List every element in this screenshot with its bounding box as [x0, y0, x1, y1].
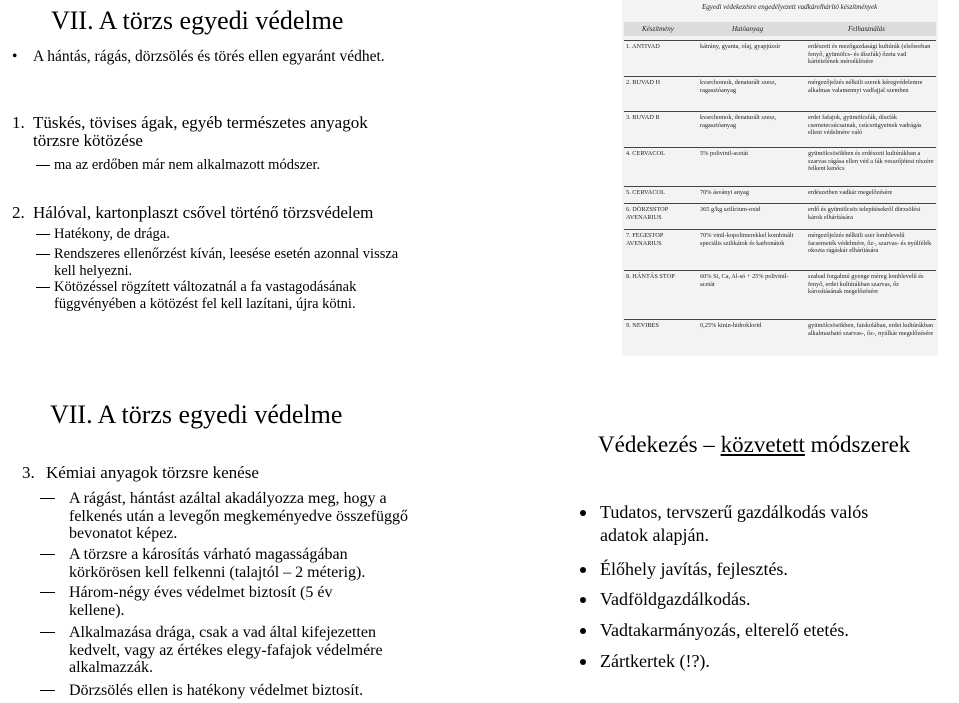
table-cell-agent: 70% vinil-kopolimerekkel kombinált speciális szilikátok és karbonátok — [700, 232, 794, 247]
table-cell-product: 9. NEVIBES — [626, 322, 659, 329]
table-cell-product: 1. ANTIVAD — [626, 43, 660, 50]
table-cell-agent: kvarchomok, denaturált szesz, ragasztóanyag — [700, 79, 777, 94]
list-item: Zártkertek (!?). — [580, 650, 920, 673]
table-cell-product: 3. BUVAD R — [626, 114, 660, 121]
method-title: Tüskés, tövises ágak, egyéb természetes anyagok törzsre kötözése — [33, 113, 368, 150]
table-cell-agent: 365 g/kg szilícium-oxid — [700, 206, 761, 213]
list-item: Vadföldgazdálkodás. — [580, 588, 920, 611]
intro-bullet — [12, 48, 412, 65]
method-2-note: Rendszeres ellenőrzést kíván, leesése esetén azonnal vissza kell helyezni. — [36, 246, 416, 279]
table-cell-product: 2. BUVAD H — [626, 79, 660, 86]
table-row — [624, 40, 936, 75]
table-cell-product: 5. CERVACOL — [626, 189, 665, 196]
method-3-note: Dörzsölés ellen is hatékony védelmet biztosít. — [40, 682, 440, 700]
slide-title: Védekezés – közvetett módszerek — [598, 432, 911, 457]
table-cell-use: mérgezőjelzés nélküli szer lomblevelű facsemeték védelmére, őz-, szarvas- és nyúlfélék okozta rágáskár elhárítására — [808, 232, 932, 255]
method-number: 3. — [22, 463, 35, 482]
method-3-note: A rágást, hántást azáltal akadályozza meg, hogy a felkenés után a levegőn megkeményedve összefüggő bevonatot képez. — [40, 490, 420, 543]
table-cell-use: erdészeti és mezőgazdasági kultúrák (elsősorban fenyő, gyümölcs- és díszfák) őzeta vad kártételének mérséklésére — [808, 43, 931, 66]
method-2-note: Hatékony, de drága. — [36, 226, 416, 243]
table-cell-product: 4. CERVACOL — [626, 150, 665, 157]
intro-bullet-text: A hántás, rágás, dörzsölés és törés ellen egyaránt védhet. — [33, 48, 385, 65]
table-cell-product: 6. DÖRZSSTOP AVENARIUS — [626, 206, 668, 221]
method-number: 2. — [12, 203, 25, 222]
method-number: 1. — [12, 113, 25, 132]
table-row — [624, 111, 936, 146]
bullet-dot-icon — [580, 597, 586, 603]
table-row — [624, 203, 936, 228]
bullet-dot-icon — [580, 659, 586, 665]
method-1-note: ma az erdőben már nem alkalmazott módszer. — [36, 157, 416, 174]
list-item: Tudatos, tervszerű gazdálkodás valós adatok alapján. — [580, 501, 920, 547]
dash-icon — [40, 554, 55, 555]
table-cell-agent: kvarchomok, denaturált szesz, ragasztóanyag — [700, 114, 777, 129]
table-cell-agent: 70% ásványi anyag — [700, 189, 749, 196]
table-row — [624, 76, 936, 109]
bullet-dot-icon — [580, 510, 586, 516]
table-row — [624, 229, 936, 268]
table-cell-agent: 60% Si, Ca, Al-só + 25% polivinil-acetát — [700, 273, 789, 288]
table-cell-use: erdő és gyümölcsös telepítésekről dörzsölési károk elhárítására — [808, 206, 921, 221]
table-cell-product: 7. FEGESTOP AVENARIUS — [626, 232, 664, 247]
slide-trunk-protection-2 — [0, 352, 480, 703]
table-header-product: Készítmény — [642, 22, 674, 36]
table-header-use: Felhasználás — [848, 22, 885, 36]
table-cell-agent: kátrány, gyanta, olaj, gyapjúzsír — [700, 43, 781, 50]
method-3-note: Három-négy éves védelmet biztosít (5 év kellene). — [40, 584, 420, 619]
method-3-note: A törzsre a károsítás várható magasságában körkörösen kell felkenni (talajtól – 2 méterig). — [40, 546, 420, 581]
dash-icon — [40, 498, 55, 499]
slide-title: VII. A törzs egyedi védelme — [50, 400, 343, 429]
dash-icon — [36, 254, 50, 255]
dash-icon — [40, 592, 55, 593]
table-cell-use: erdészetben vadkár megelőzésére — [808, 189, 893, 196]
dash-icon — [36, 287, 50, 288]
repellent-products-table — [622, 0, 938, 356]
table-cell-use: erdei fafajok, gyümölcsfák, díszfák csemetecsúcsainak, csúcsrügyeinek vadrágás elleni védelmére való — [808, 114, 922, 137]
table-row — [624, 186, 936, 203]
table-cell-use: gyümölcsösökben, faiskolában, erdei kultúrákban alkalmazható szarvas-, őz-, nyúlkár megelőzésére — [808, 322, 934, 337]
dash-icon — [40, 690, 55, 691]
method-title: Kémiai anyagok törzsre kenése — [46, 463, 259, 482]
table-header-agent: Hatóanyag — [732, 22, 763, 36]
method-3 — [22, 464, 422, 482]
table-cell-agent: 5% polivinil-acetát — [700, 150, 749, 157]
method-2 — [12, 204, 432, 222]
slide-indirect-methods — [480, 352, 959, 703]
table-caption: Egyedi védekezésre engedélyezett vadkárelhárító készítmények — [702, 3, 878, 11]
dash-icon — [36, 234, 50, 235]
title-emphasis: közvetett — [720, 432, 805, 457]
list-item: Élőhely javítás, fejlesztés. — [580, 558, 920, 581]
dash-icon — [40, 632, 55, 633]
bullet-dot-icon: • — [12, 48, 18, 65]
bullet-dot-icon — [580, 628, 586, 634]
table-row — [624, 147, 936, 184]
dash-icon — [36, 165, 50, 166]
table-row — [624, 319, 936, 354]
method-title: Hálóval, kartonplaszt csővel történő törzsvédelem — [33, 203, 374, 222]
method-3-note: Alkalmazása drága, csak a vad által kifejezetten kedvelt, vagy az értékes elegy-fafajok védelmére alkalmazzák. — [40, 624, 420, 677]
table-cell-use: gyümölcsösökben és erdészeti kultúrákban a szarvas rágása ellen véd a fák vesszőjétest részére felkent kenőcs — [808, 150, 934, 173]
table-cell-use: mérgezőjelzés nélküli szerek kéregvédelemre alkalmas valamennyi vadfajjal szemben — [808, 79, 923, 94]
method-1 — [12, 114, 392, 150]
method-2-note: Kötözéssel rögzített változatnál a fa vastagodásának függvényében a kötözést fel kell lazítani, újra kötni. — [36, 279, 416, 312]
slide-trunk-protection-1 — [0, 0, 480, 350]
table-cell-product: 8. HÁNTÁS STOP — [626, 273, 675, 280]
table-row — [624, 270, 936, 317]
table-cell-use: szabad forgalmú gyenge méreg lomblevelű és fenyő, erdei kultúrákban szarvas, őz károsításának megelőzésére — [808, 273, 924, 296]
bullet-dot-icon — [580, 567, 586, 573]
table-cell-agent: 0,25% kinin-hidroklorid — [700, 322, 762, 329]
slide-title: VII. A törzs egyedi védelme — [51, 6, 344, 35]
list-item: Vadtakarmányozás, elterelő etetés. — [580, 619, 920, 642]
